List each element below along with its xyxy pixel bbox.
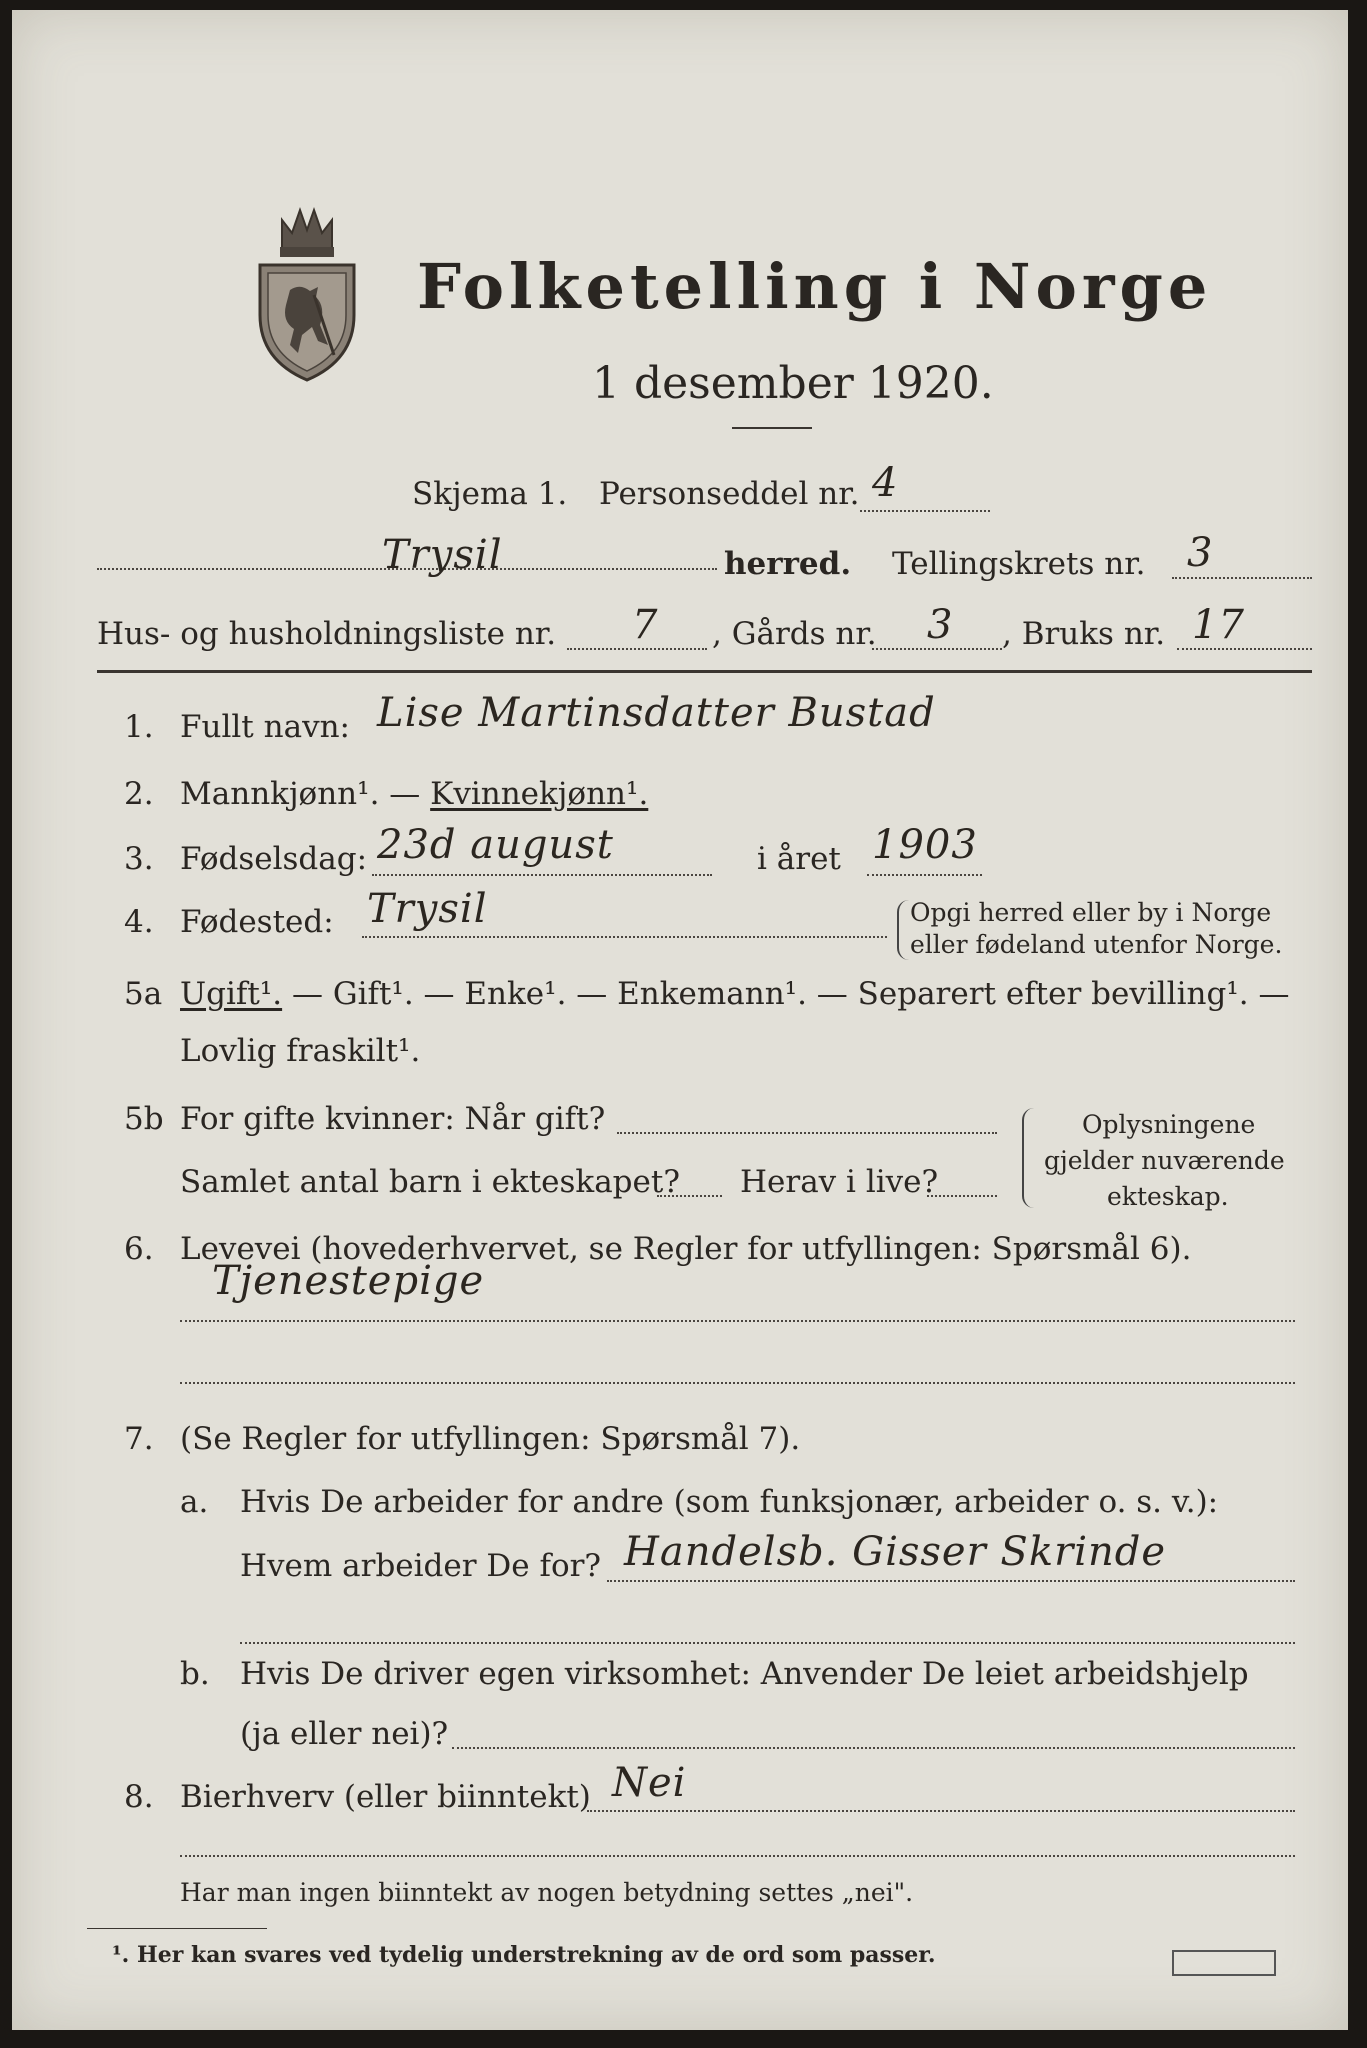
header-divider (97, 670, 1312, 673)
personseddel-value[interactable]: 4 (872, 460, 899, 506)
q7a-line2: Hvem arbeider De for? (240, 1548, 602, 1584)
herred-label: herred. (724, 546, 852, 582)
q5b-gift-line (617, 1132, 997, 1134)
q5b-num: 5b (124, 1101, 164, 1137)
coat-of-arms-icon (252, 195, 362, 385)
q3-year-label: i året (757, 841, 841, 877)
q8-num: 8. (124, 1779, 154, 1815)
q6-line2 (180, 1382, 1295, 1384)
tellingskrets-value[interactable]: 3 (1187, 530, 1214, 576)
q7a-value[interactable]: Handelsb. Gisser Skrinde (624, 1529, 1167, 1575)
q5b-note1: Oplysningene (1082, 1110, 1256, 1139)
footnote: ¹. Her kan svares ved tydelig understrekning av de ord som passer. (112, 1942, 936, 1968)
q4-note1: Opgi herred eller by i Norge (910, 898, 1272, 927)
bruks-line (1177, 648, 1312, 650)
q5b-brace (1022, 1108, 1034, 1208)
q1-label: Fullt navn: (180, 709, 350, 745)
bruks-value[interactable]: 17 (1192, 602, 1245, 648)
q3-line (372, 874, 712, 876)
q4-note2: eller fødeland utenfor Norge. (910, 930, 1283, 959)
hus-label: Hus- og husholdningsliste nr. (97, 616, 557, 652)
q4-brace (897, 900, 909, 960)
q8-line (587, 1810, 1295, 1812)
q3-year-value[interactable]: 1903 (872, 822, 978, 868)
printer-stamp (1172, 1950, 1276, 1976)
q3-value[interactable]: 23d august (377, 822, 614, 868)
hus-line (567, 648, 707, 650)
q3-label: Fødselsdag: (180, 841, 368, 877)
q8-label: Bierhverv (eller biinntekt) (180, 1779, 591, 1815)
q7a-line1: Hvis De arbeider for andre (som funksjonær, arbeider o. s. v.): (240, 1484, 1219, 1520)
q6-label: Levevei (hovederhvervet, se Regler for utfyllingen: Spørsmål 6). (180, 1231, 1192, 1267)
q5b-line1: For gifte kvinner: Når gift? (180, 1101, 606, 1137)
personseddel-line (860, 510, 990, 512)
gards-value[interactable]: 3 (927, 602, 954, 648)
q7a-line2-rule (240, 1642, 1295, 1644)
tellingskrets-label: Tellingskrets nr. (892, 546, 1146, 582)
q2-num: 2. (124, 776, 154, 812)
q2-sep: — (379, 776, 431, 812)
q7a-line (607, 1580, 1295, 1582)
q5a-rest[interactable]: — Gift¹. — Enke¹. — Enkemann¹. — Separert efter bevilling¹. — (282, 976, 1290, 1012)
q5b-barn-line (657, 1195, 722, 1197)
q7-label: (Se Regler for utfyllingen: Spørsmål 7). (180, 1421, 801, 1457)
bruks-label: , Bruks nr. (1002, 616, 1166, 652)
q5a-options (180, 975, 1289, 1013)
skjema-label: Skjema 1. (412, 476, 568, 512)
gards-line (872, 648, 1002, 650)
q2-options (180, 775, 648, 813)
tellingskrets-line (1172, 577, 1312, 579)
q1-value[interactable]: Lise Martinsdatter Bustad (377, 690, 936, 736)
q7b-line1: Hvis De driver egen virksomhet: Anvender De leiet arbeidshjelp (240, 1656, 1249, 1692)
q5a-num: 5a (124, 976, 163, 1012)
census-date: 1 desember 1920. (592, 358, 994, 409)
q7b-line (452, 1747, 1295, 1749)
q5a-line2[interactable]: Lovlig fraskilt¹. (180, 1033, 421, 1069)
q5b-line2a: Samlet antal barn i ekteskapet? (180, 1164, 680, 1200)
herred-value[interactable]: Trysil (382, 532, 503, 578)
q8-value[interactable]: Nei (612, 1760, 687, 1806)
personseddel-label: Personseddel nr. (599, 476, 860, 512)
form-title: Folketelling i Norge (417, 250, 1213, 323)
q7b-num: b. (180, 1656, 210, 1692)
q7b-line2: (ja eller nei)? (240, 1716, 449, 1752)
q5b-note3: ekteskap. (1107, 1182, 1229, 1211)
q4-value[interactable]: Trysil (367, 886, 488, 932)
q4-label: Fødested: (180, 904, 334, 940)
footnote-rule (87, 1928, 267, 1929)
hus-value[interactable]: 7 (632, 602, 659, 648)
q7-num: 7. (124, 1421, 154, 1457)
q6-line1 (180, 1320, 1295, 1322)
q2-mann[interactable]: Mannkjønn¹. (180, 776, 380, 812)
q2-kvinne[interactable]: Kvinnekjønn¹. (430, 776, 649, 812)
census-form (12, 10, 1348, 2030)
q7a-num: a. (180, 1484, 209, 1520)
q5b-live-line (927, 1195, 997, 1197)
q1-num: 1. (124, 709, 154, 745)
q6-value[interactable]: Tjenestepige (212, 1258, 485, 1304)
q8-line2 (180, 1855, 1295, 1857)
q3-num: 3. (124, 841, 154, 877)
q3-year-line (867, 874, 982, 876)
q4-num: 4. (124, 904, 154, 940)
q6-num: 6. (124, 1231, 154, 1267)
q5b-line2b: Herav i live? (740, 1164, 939, 1200)
q5b-note2: gjelder nuværende (1044, 1146, 1285, 1175)
q4-line (362, 936, 887, 938)
footer-note: Har man ingen biinntekt av nogen betydning settes „nei". (180, 1878, 914, 1907)
gards-label: , Gårds nr. (712, 616, 877, 652)
q5a-ugift[interactable]: Ugift¹. (180, 976, 283, 1012)
title-divider (732, 427, 812, 429)
